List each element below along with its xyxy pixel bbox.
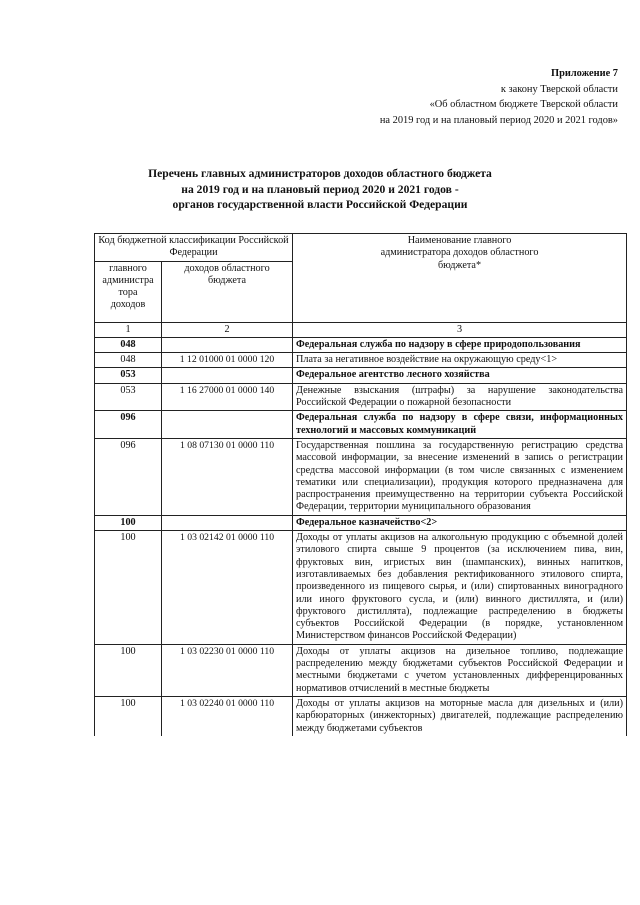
admin-code: 100 [95,644,162,696]
kbk-code: 1 03 02230 01 0000 110 [162,644,293,696]
kbk-code: 1 12 01000 01 0000 120 [162,353,293,368]
administrator-name: Федеральная служба по надзору в сфере связи, информационных технологий и массовых коммуникаций [293,411,627,439]
document-title [0,166,640,213]
annex-block [380,66,618,128]
admin-code: 100 [95,531,162,645]
admin-code: 096 [95,438,162,515]
annex-title: Приложение 7 [550,68,618,79]
table-row [95,438,627,515]
admin-code: 100 [95,696,162,735]
table-row [95,531,627,645]
admin-code: 100 [95,515,162,530]
kbk-code: 1 16 27000 01 0000 140 [162,383,293,411]
kbk-code: 1 08 07130 01 0000 110 [162,438,293,515]
document-title-line: органов государственной власти Российской Федерации [172,198,468,211]
revenue-name: Доходы от уплаты акцизов на алкогольную продукцию с объемной долей этилового спирта свыше 9 процентов (за исключением пива, вин, фруктовых вин, игристых вин (шампанских), винных напитков, изготавливаемых без добавления ректификованного этилового спирта, произведенного из пищевого сырья, и (или) спиртованных виноградного или иного фруктового сусла, и (или) винного дистиллята, и (или) фруктового дистиллята), подлежащие распределению в бюджеты субъектов Российской Федерации (в порядке, установленном Министерством финансов Российской Федерации) [293,531,627,645]
administrator-name: Федеральная служба по надзору в сфере природопользования [293,337,627,352]
table-row [95,411,627,439]
admin-code: 053 [95,383,162,411]
annex-line: на 2019 год и на плановый период 2020 и 2021 годов» [379,114,618,126]
header-administrator-name: Наименование главного администратора доходов областного бюджета* [293,234,627,323]
table-row [95,515,627,530]
header-main-admin-code: главного администра тора доходов [95,261,162,322]
document-title-line: на 2019 год и на плановый период 2020 и 2021 годов - [181,182,459,196]
admin-code: 053 [95,368,162,383]
column-number: 2 [162,322,293,337]
header-classification-code: Код бюджетной классификации Российской Федерации [95,234,293,262]
revenue-name: Доходы от уплаты акцизов на дизельное топливо, подлежащие распределению между бюджетами субъектов Российской Федерации и местными бюджетами с учетом установленных дифференцированных нормативов отчислений в местные бюджеты [293,644,627,696]
annex-line: «Об областном бюджете Тверской области [429,99,618,110]
table-row [95,696,627,735]
table-row [95,368,627,383]
administrators-table [94,233,627,736]
kbk-code: 1 03 02142 01 0000 110 [162,531,293,645]
annex-line: к закону Тверской области [500,83,618,95]
admin-code: 048 [95,353,162,368]
column-number: 3 [293,322,627,337]
kbk-code: 1 03 02240 01 0000 110 [162,696,293,735]
table-row [95,337,627,352]
header-row [95,234,627,262]
kbk-code [162,337,293,352]
revenue-name: Плата за негативное воздействие на окружающую среду<1> [293,353,627,368]
kbk-code [162,411,293,439]
revenue-name: Доходы от уплаты акцизов на моторные масла для дизельных и (или) карбюраторных (инжекторных) двигателей, подлежащие распределению между бюджетами субъектов [293,696,627,735]
administrator-name: Федеральное казначейство<2> [293,515,627,530]
revenue-name: Денежные взыскания (штрафы) за нарушение законодательства Российской Федерации о пожарной безопасности [293,383,627,411]
admin-code: 096 [95,411,162,439]
administrator-name: Федеральное агентство лесного хозяйства [293,368,627,383]
table-row [95,383,627,411]
revenue-name: Государственная пошлина за государственную регистрацию средства массовой информации, за внесение изменений в запись о регистрации средства массовой информации (в том числе связанных с изменением тематики или специализации), продукция которого предназначена для распространения преимущественно на территории субъекта Российской Федерации, территории муниципального образования [293,438,627,515]
kbk-code [162,368,293,383]
table-row [95,353,627,368]
header-revenue-code: доходов областного бюджета [162,261,293,322]
column-number: 1 [95,322,162,337]
table-row [95,644,627,696]
admin-code: 048 [95,337,162,352]
kbk-code [162,515,293,530]
document-title-line: Перечень главных администраторов доходов областного бюджета [148,167,492,180]
column-number-row [95,322,627,337]
